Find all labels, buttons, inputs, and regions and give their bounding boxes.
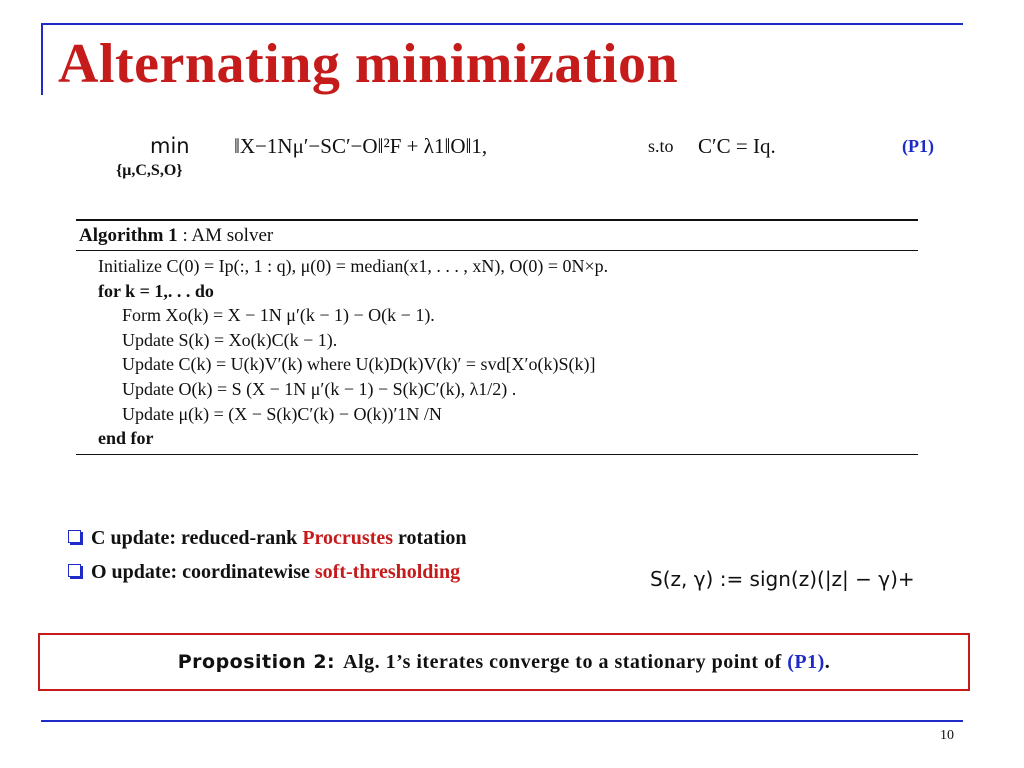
algorithm-box — [76, 219, 918, 455]
bullet-c-prefix: C update: reduced-rank — [91, 527, 298, 549]
page-number: 10 — [940, 728, 954, 743]
proposition-lead: Proposition 2: — [177, 651, 336, 673]
algorithm-body — [76, 251, 918, 454]
min-operator: min — [150, 134, 190, 158]
constraint: C′C = Iq. — [698, 134, 776, 158]
algorithm-line-end-for: end for — [98, 428, 154, 449]
proposition-box — [38, 633, 970, 691]
footer-rule — [41, 720, 963, 722]
proposition-end: . — [824, 650, 831, 673]
algorithm-line-for: for k = 1,. . . do — [98, 280, 214, 301]
checkbox-bullet-icon — [68, 530, 81, 543]
proposition-text: Alg. 1’s iterates converge to a stationary point of — [343, 650, 782, 673]
header-left-bar — [41, 23, 43, 95]
problem-label: (P1) — [902, 136, 934, 156]
checkbox-bullet-icon — [68, 564, 81, 577]
bullet-o-update — [68, 561, 988, 595]
algorithm-line-form-x: Form Xo(k) = X − 1N μ′(k − 1) − O(k − 1). — [122, 305, 435, 326]
algorithm-line-update-o: Update O(k) = S (X − 1N μ′(k − 1) − S(k)C′(k), λ1/2) . — [122, 378, 517, 399]
optimization-problem — [116, 132, 956, 192]
algorithm-line-update-c: Update C(k) = U(k)V′(k) where U(k)D(k)V(k)′ = svd[X′o(k)S(k)] — [122, 354, 596, 375]
header-rule — [41, 23, 963, 25]
objective-function: ‖X−1Nμ′−SC′−O‖²F + λ1‖O‖1, — [234, 134, 488, 158]
bullet-list — [68, 527, 988, 595]
slide-title: Alternating minimization — [58, 33, 679, 95]
min-subscript: {μ,C,S,O} — [116, 162, 183, 179]
proposition-ref: (P1) — [787, 650, 825, 673]
algorithm-line-update-mu: Update μ(k) = (X − S(k)C′(k) − O(k))′1N /N — [122, 403, 442, 424]
algorithm-line-initialize: Initialize C(0) = Ip(:, 1 : q), μ(0) = median(x1, . . . , xN), O(0) = 0N×p. — [98, 256, 609, 276]
algorithm-line-update-s: Update S(k) = Xo(k)C(k − 1). — [122, 329, 338, 350]
bullet-c-suffix: rotation — [398, 527, 467, 549]
algorithm-name: Algorithm 1 — [79, 225, 178, 246]
algorithm-caption: : AM solver — [182, 225, 274, 246]
bullet-c-highlight: Procrustes — [302, 527, 394, 549]
subject-to: s.to — [648, 136, 674, 156]
bullet-o-highlight: soft-thresholding — [314, 561, 461, 583]
soft-threshold-formula: S(z, γ) := sign(z)(|z| − γ)+ — [650, 567, 915, 591]
bullet-c-update — [68, 527, 988, 561]
algorithm-header — [76, 221, 918, 251]
bullet-o-prefix: O update: coordinatewise — [91, 561, 310, 583]
